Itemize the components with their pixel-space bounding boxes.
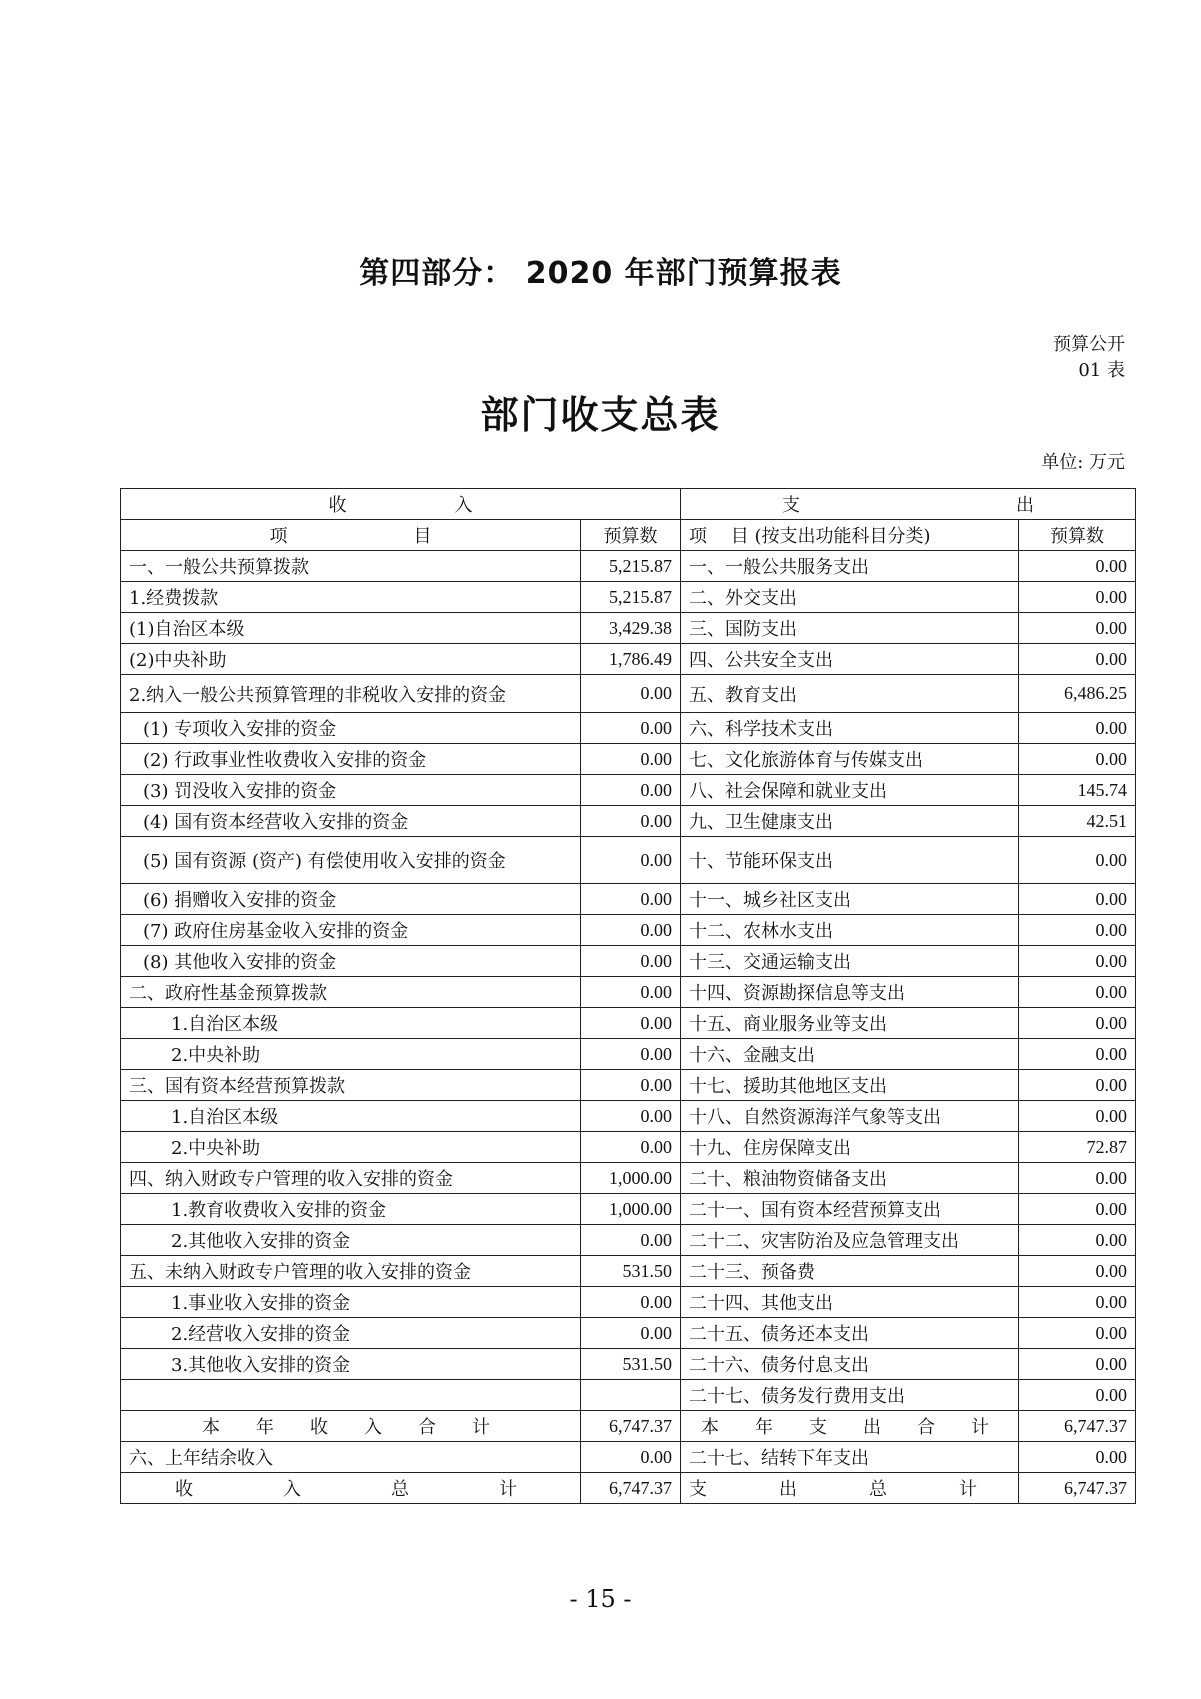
expense-amount-header: 预算数 <box>1019 520 1136 551</box>
income-item-cell: (6) 捐赠收入安排的资金 <box>121 884 581 915</box>
income-item-cell: 六、上年结余收入 <box>121 1442 581 1473</box>
income-item-cell: (3) 罚没收入安排的资金 <box>121 775 581 806</box>
expense-amount-cell: 0.00 <box>1019 837 1136 884</box>
expense-item-cell: 二十二、灾害防治及应急管理支出 <box>681 1225 1019 1256</box>
expense-group-header: 支 出 <box>681 489 1136 520</box>
table-row <box>121 1380 1136 1411</box>
income-amount-cell: 3,429.38 <box>581 613 681 644</box>
income-amount-cell: 1,000.00 <box>581 1163 681 1194</box>
expense-item-cell: 十九、住房保障支出 <box>681 1132 1019 1163</box>
table-row <box>121 1442 1136 1473</box>
income-item-cell: 2.经营收入安排的资金 <box>121 1318 581 1349</box>
income-item-cell: (5) 国有资源 (资产) 有偿使用收入安排的资金 <box>121 837 581 884</box>
expense-item-cell: 十四、资源勘探信息等支出 <box>681 977 1019 1008</box>
expense-amount-cell: 0.00 <box>1019 551 1136 582</box>
table-row <box>121 1194 1136 1225</box>
income-item-cell: 2.其他收入安排的资金 <box>121 1225 581 1256</box>
income-item-cell: 3.其他收入安排的资金 <box>121 1349 581 1380</box>
income-amount-cell: 0.00 <box>581 1318 681 1349</box>
income-item-cell: 五、未纳入财政专户管理的收入安排的资金 <box>121 1256 581 1287</box>
expense-item-cell: 二十、粮油物资储备支出 <box>681 1163 1019 1194</box>
expense-item-cell: 九、卫生健康支出 <box>681 806 1019 837</box>
expense-item-cell: 十、节能环保支出 <box>681 837 1019 884</box>
table-row <box>121 915 1136 946</box>
expense-item-cell: 十七、援助其他地区支出 <box>681 1070 1019 1101</box>
income-amount-cell: 1,786.49 <box>581 644 681 675</box>
income-amount-cell: 0.00 <box>581 1039 681 1070</box>
expense-amount-cell: 72.87 <box>1019 1132 1136 1163</box>
income-amount-cell: 0.00 <box>581 946 681 977</box>
expense-amount-cell: 6,486.25 <box>1019 675 1136 713</box>
income-item-cell: 2.中央补助 <box>121 1132 581 1163</box>
income-amount-cell: 0.00 <box>581 1225 681 1256</box>
expense-item-cell: 二十三、预备费 <box>681 1256 1019 1287</box>
expense-amount-cell: 0.00 <box>1019 1380 1136 1411</box>
expense-amount-cell: 0.00 <box>1019 1101 1136 1132</box>
table-row <box>121 977 1136 1008</box>
income-item-cell: 1.事业收入安排的资金 <box>121 1287 581 1318</box>
income-item-cell: (7) 政府住房基金收入安排的资金 <box>121 915 581 946</box>
table-row <box>121 806 1136 837</box>
expense-amount-cell: 0.00 <box>1019 744 1136 775</box>
table-row <box>121 775 1136 806</box>
table-row <box>121 613 1136 644</box>
income-amount-cell: 0.00 <box>581 837 681 884</box>
expense-item-header: 项 目 (按支出功能科目分类) <box>681 520 1019 551</box>
expense-item-cell: 四、公共安全支出 <box>681 644 1019 675</box>
income-amount-cell: 0.00 <box>581 1442 681 1473</box>
income-item-cell: 二、政府性基金预算拨款 <box>121 977 581 1008</box>
income-amount-cell: 6,747.37 <box>581 1473 681 1504</box>
expense-item-cell: 十六、金融支出 <box>681 1039 1019 1070</box>
income-item-cell: (1) 专项收入安排的资金 <box>121 713 581 744</box>
table-row <box>121 713 1136 744</box>
income-item-cell: (1)自治区本级 <box>121 613 581 644</box>
income-item-cell: 三、国有资本经营预算拨款 <box>121 1070 581 1101</box>
expense-amount-cell: 6,747.37 <box>1019 1473 1136 1504</box>
table-row <box>121 1101 1136 1132</box>
table-row <box>121 1132 1136 1163</box>
header-group-row <box>121 489 1136 520</box>
table-row <box>121 582 1136 613</box>
income-item-cell: 1.教育收费收入安排的资金 <box>121 1194 581 1225</box>
income-item-cell: (2) 行政事业性收费收入安排的资金 <box>121 744 581 775</box>
income-amount-cell: 0.00 <box>581 713 681 744</box>
income-item-cell: 本 年 收 入 合 计 <box>121 1411 581 1442</box>
part-title: 第四部分： 2020 年部门预算报表 <box>359 256 842 291</box>
income-amount-cell: 0.00 <box>581 977 681 1008</box>
table-row <box>121 675 1136 713</box>
expense-item-cell: 二十七、结转下年支出 <box>681 1442 1019 1473</box>
form-category: 预算公开 <box>1053 334 1125 355</box>
table-row <box>121 644 1136 675</box>
expense-amount-cell: 0.00 <box>1019 977 1136 1008</box>
income-amount-cell: 531.50 <box>581 1349 681 1380</box>
income-group-header: 收 入 <box>121 489 681 520</box>
income-item-cell <box>121 1380 581 1411</box>
expense-item-cell: 十五、商业服务业等支出 <box>681 1008 1019 1039</box>
expense-amount-cell: 0.00 <box>1019 1070 1136 1101</box>
income-amount-cell: 0.00 <box>581 1132 681 1163</box>
expense-amount-cell: 0.00 <box>1019 713 1136 744</box>
table-row <box>121 1008 1136 1039</box>
expense-item-cell: 六、科学技术支出 <box>681 713 1019 744</box>
table-row <box>121 1039 1136 1070</box>
expense-amount-cell: 0.00 <box>1019 1287 1136 1318</box>
table-row <box>121 1225 1136 1256</box>
expense-amount-cell: 0.00 <box>1019 613 1136 644</box>
header-column-row <box>121 520 1136 551</box>
expense-item-cell: 八、社会保障和就业支出 <box>681 775 1019 806</box>
income-item-cell: 1.自治区本级 <box>121 1008 581 1039</box>
expense-item-cell: 二、外交支出 <box>681 582 1019 613</box>
expense-amount-cell: 0.00 <box>1019 1225 1136 1256</box>
expense-amount-cell: 6,747.37 <box>1019 1411 1136 1442</box>
expense-amount-cell: 0.00 <box>1019 1008 1136 1039</box>
income-item-cell: 1.经费拨款 <box>121 582 581 613</box>
income-item-cell: 1.自治区本级 <box>121 1101 581 1132</box>
table-row <box>121 1318 1136 1349</box>
expense-item-cell: 二十五、债务还本支出 <box>681 1318 1019 1349</box>
table-title: 部门收支总表 <box>480 393 721 437</box>
expense-amount-cell: 0.00 <box>1019 915 1136 946</box>
income-amount-cell: 0.00 <box>581 884 681 915</box>
income-amount-cell <box>581 1380 681 1411</box>
expense-item-cell: 二十四、其他支出 <box>681 1287 1019 1318</box>
expense-item-cell: 二十七、债务发行费用支出 <box>681 1380 1019 1411</box>
expense-item-cell: 一、一般公共服务支出 <box>681 551 1019 582</box>
expense-amount-cell: 0.00 <box>1019 582 1136 613</box>
table-row <box>121 946 1136 977</box>
income-item-cell: (4) 国有资本经营收入安排的资金 <box>121 806 581 837</box>
income-amount-cell: 0.00 <box>581 1101 681 1132</box>
income-amount-cell: 0.00 <box>581 744 681 775</box>
expense-amount-cell: 0.00 <box>1019 1039 1136 1070</box>
expense-item-cell: 十二、农林水支出 <box>681 915 1019 946</box>
income-item-header: 项 目 <box>121 520 581 551</box>
expense-item-cell: 支 出 总 计 <box>681 1473 1019 1504</box>
expense-item-cell: 七、文化旅游体育与传媒支出 <box>681 744 1019 775</box>
table-row <box>121 1411 1136 1442</box>
income-amount-cell: 5,215.87 <box>581 582 681 613</box>
expense-amount-cell: 0.00 <box>1019 1318 1136 1349</box>
table-row <box>121 1256 1136 1287</box>
table-row <box>121 1070 1136 1101</box>
table-row <box>121 1163 1136 1194</box>
income-item-cell: 收 入 总 计 <box>121 1473 581 1504</box>
income-item-cell: 2.纳入一般公共预算管理的非税收入安排的资金 <box>121 675 581 713</box>
expense-item-cell: 二十六、债务付息支出 <box>681 1349 1019 1380</box>
income-amount-header: 预算数 <box>581 520 681 551</box>
expense-amount-cell: 0.00 <box>1019 644 1136 675</box>
expense-item-cell: 五、教育支出 <box>681 675 1019 713</box>
form-number: 01 表 <box>1078 360 1125 381</box>
income-amount-cell: 0.00 <box>581 915 681 946</box>
expense-item-cell: 三、国防支出 <box>681 613 1019 644</box>
income-item-cell: (8) 其他收入安排的资金 <box>121 946 581 977</box>
expense-item-cell: 十八、自然资源海洋气象等支出 <box>681 1101 1019 1132</box>
table-row <box>121 884 1136 915</box>
income-item-cell: 四、纳入财政专户管理的收入安排的资金 <box>121 1163 581 1194</box>
income-item-cell: (2)中央补助 <box>121 644 581 675</box>
table-row <box>121 1287 1136 1318</box>
table-row <box>121 837 1136 884</box>
income-amount-cell: 0.00 <box>581 806 681 837</box>
expense-amount-cell: 0.00 <box>1019 1349 1136 1380</box>
expense-amount-cell: 0.00 <box>1019 884 1136 915</box>
table-row <box>121 744 1136 775</box>
income-amount-cell: 0.00 <box>581 1070 681 1101</box>
expense-amount-cell: 145.74 <box>1019 775 1136 806</box>
expense-amount-cell: 0.00 <box>1019 946 1136 977</box>
expense-item-cell: 十三、交通运输支出 <box>681 946 1019 977</box>
income-amount-cell: 0.00 <box>581 1008 681 1039</box>
income-amount-cell: 5,215.87 <box>581 551 681 582</box>
expense-item-cell: 十一、城乡社区支出 <box>681 884 1019 915</box>
income-amount-cell: 0.00 <box>581 1287 681 1318</box>
expense-amount-cell: 0.00 <box>1019 1194 1136 1225</box>
page-number: - 15 - <box>569 1585 632 1613</box>
expense-item-cell: 二十一、国有资本经营预算支出 <box>681 1194 1019 1225</box>
expense-amount-cell: 0.00 <box>1019 1163 1136 1194</box>
table-row <box>121 1349 1136 1380</box>
table-row <box>121 551 1136 582</box>
income-amount-cell: 0.00 <box>581 675 681 713</box>
expense-amount-cell: 0.00 <box>1019 1442 1136 1473</box>
income-amount-cell: 0.00 <box>581 775 681 806</box>
unit-label: 单位: 万元 <box>1041 452 1125 473</box>
income-amount-cell: 6,747.37 <box>581 1411 681 1442</box>
expense-amount-cell: 0.00 <box>1019 1256 1136 1287</box>
income-amount-cell: 1,000.00 <box>581 1194 681 1225</box>
expense-amount-cell: 42.51 <box>1019 806 1136 837</box>
table-row <box>121 1473 1136 1504</box>
income-amount-cell: 531.50 <box>581 1256 681 1287</box>
income-item-cell: 2.中央补助 <box>121 1039 581 1070</box>
budget-summary-table <box>120 488 1136 1504</box>
expense-item-cell: 本 年 支 出 合 计 <box>681 1411 1019 1442</box>
income-item-cell: 一、一般公共预算拨款 <box>121 551 581 582</box>
